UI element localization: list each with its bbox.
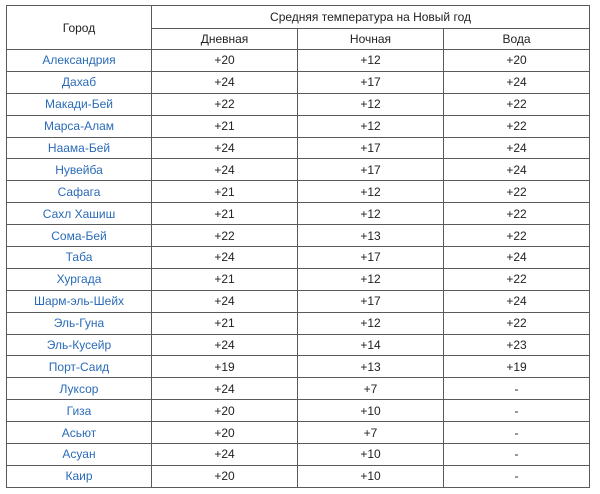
water-temp-cell: +24: [444, 159, 590, 181]
table-row: [7, 444, 590, 466]
day-temp-cell: +20: [152, 465, 298, 487]
city-link[interactable]: Сахл Хашиш: [7, 203, 152, 225]
temperature-table: [6, 5, 590, 488]
city-link[interactable]: Таба: [7, 247, 152, 269]
day-temp-cell: +21: [152, 268, 298, 290]
water-temp-cell: +24: [444, 247, 590, 269]
city-link[interactable]: Шарм-эль-Шейх: [7, 290, 152, 312]
city-link[interactable]: Дахаб: [7, 71, 152, 93]
table-row: [7, 225, 590, 247]
city-link[interactable]: Хургада: [7, 268, 152, 290]
night-temp-cell: +7: [298, 422, 444, 444]
table-row: [7, 356, 590, 378]
water-temp-cell: +24: [444, 290, 590, 312]
water-temp-cell: +22: [444, 312, 590, 334]
night-temp-cell: +13: [298, 356, 444, 378]
table-row: [7, 290, 590, 312]
table-row: [7, 378, 590, 400]
water-temp-cell: +19: [444, 356, 590, 378]
table-row: [7, 115, 590, 137]
day-temp-cell: +21: [152, 203, 298, 225]
day-temp-cell: +21: [152, 181, 298, 203]
day-temp-cell: +20: [152, 50, 298, 72]
city-link[interactable]: Нувейба: [7, 159, 152, 181]
night-temp-cell: +17: [298, 159, 444, 181]
day-temp-cell: +24: [152, 71, 298, 93]
water-column-header: Вода: [444, 29, 590, 50]
table-row: [7, 400, 590, 422]
city-link[interactable]: Эль-Кусейр: [7, 334, 152, 356]
day-column-header: Дневная: [152, 29, 298, 50]
day-temp-cell: +22: [152, 225, 298, 247]
table-row: [7, 93, 590, 115]
day-temp-cell: +21: [152, 115, 298, 137]
table-row: [7, 312, 590, 334]
night-temp-cell: +14: [298, 334, 444, 356]
night-temp-cell: +10: [298, 400, 444, 422]
table-row: [7, 137, 590, 159]
water-temp-cell: +23: [444, 334, 590, 356]
city-link[interactable]: Сафага: [7, 181, 152, 203]
water-temp-cell: +22: [444, 203, 590, 225]
night-temp-cell: +10: [298, 465, 444, 487]
day-temp-cell: +21: [152, 312, 298, 334]
table-row: [7, 334, 590, 356]
city-link[interactable]: Каир: [7, 465, 152, 487]
water-temp-cell: -: [444, 378, 590, 400]
table-row: [7, 247, 590, 269]
water-temp-cell: +22: [444, 225, 590, 247]
table-row: [7, 422, 590, 444]
night-temp-cell: +12: [298, 203, 444, 225]
day-temp-cell: +22: [152, 93, 298, 115]
night-temp-cell: +17: [298, 71, 444, 93]
water-temp-cell: -: [444, 444, 590, 466]
city-column-header: Город: [7, 6, 152, 50]
city-link[interactable]: Луксор: [7, 378, 152, 400]
water-temp-cell: +24: [444, 71, 590, 93]
night-temp-cell: +12: [298, 268, 444, 290]
city-link[interactable]: Эль-Гуна: [7, 312, 152, 334]
table-row: [7, 203, 590, 225]
day-temp-cell: +20: [152, 422, 298, 444]
night-temp-cell: +17: [298, 247, 444, 269]
day-temp-cell: +24: [152, 247, 298, 269]
city-link[interactable]: Марса-Алам: [7, 115, 152, 137]
night-temp-cell: +10: [298, 444, 444, 466]
city-link[interactable]: Асьют: [7, 422, 152, 444]
table-row: [7, 71, 590, 93]
table-row: [7, 268, 590, 290]
day-temp-cell: +20: [152, 400, 298, 422]
table-body: [7, 50, 590, 488]
day-temp-cell: +19: [152, 356, 298, 378]
water-temp-cell: -: [444, 400, 590, 422]
table-container: [6, 5, 590, 488]
day-temp-cell: +24: [152, 159, 298, 181]
water-temp-cell: +22: [444, 93, 590, 115]
water-temp-cell: +24: [444, 137, 590, 159]
water-temp-cell: +22: [444, 115, 590, 137]
night-temp-cell: +12: [298, 181, 444, 203]
water-temp-cell: +20: [444, 50, 590, 72]
city-link[interactable]: Гиза: [7, 400, 152, 422]
city-link[interactable]: Асуан: [7, 444, 152, 466]
night-temp-cell: +12: [298, 50, 444, 72]
night-temp-cell: +13: [298, 225, 444, 247]
night-column-header: Ночная: [298, 29, 444, 50]
table-row: [7, 465, 590, 487]
table-row: [7, 159, 590, 181]
day-temp-cell: +24: [152, 334, 298, 356]
city-link[interactable]: Сома-Бей: [7, 225, 152, 247]
night-temp-cell: +17: [298, 137, 444, 159]
day-temp-cell: +24: [152, 137, 298, 159]
night-temp-cell: +7: [298, 378, 444, 400]
water-temp-cell: -: [444, 422, 590, 444]
night-temp-cell: +12: [298, 115, 444, 137]
city-link[interactable]: Макади-Бей: [7, 93, 152, 115]
city-link[interactable]: Порт-Саид: [7, 356, 152, 378]
night-temp-cell: +17: [298, 290, 444, 312]
city-link[interactable]: Александрия: [7, 50, 152, 72]
table-header: [7, 6, 590, 50]
day-temp-cell: +24: [152, 378, 298, 400]
water-temp-cell: -: [444, 465, 590, 487]
table-row: [7, 50, 590, 72]
temperature-group-header: Средняя температура на Новый год: [152, 6, 590, 29]
city-link[interactable]: Наама-Бей: [7, 137, 152, 159]
water-temp-cell: +22: [444, 181, 590, 203]
table-row: [7, 181, 590, 203]
day-temp-cell: +24: [152, 290, 298, 312]
night-temp-cell: +12: [298, 93, 444, 115]
water-temp-cell: +22: [444, 268, 590, 290]
night-temp-cell: +12: [298, 312, 444, 334]
day-temp-cell: +24: [152, 444, 298, 466]
